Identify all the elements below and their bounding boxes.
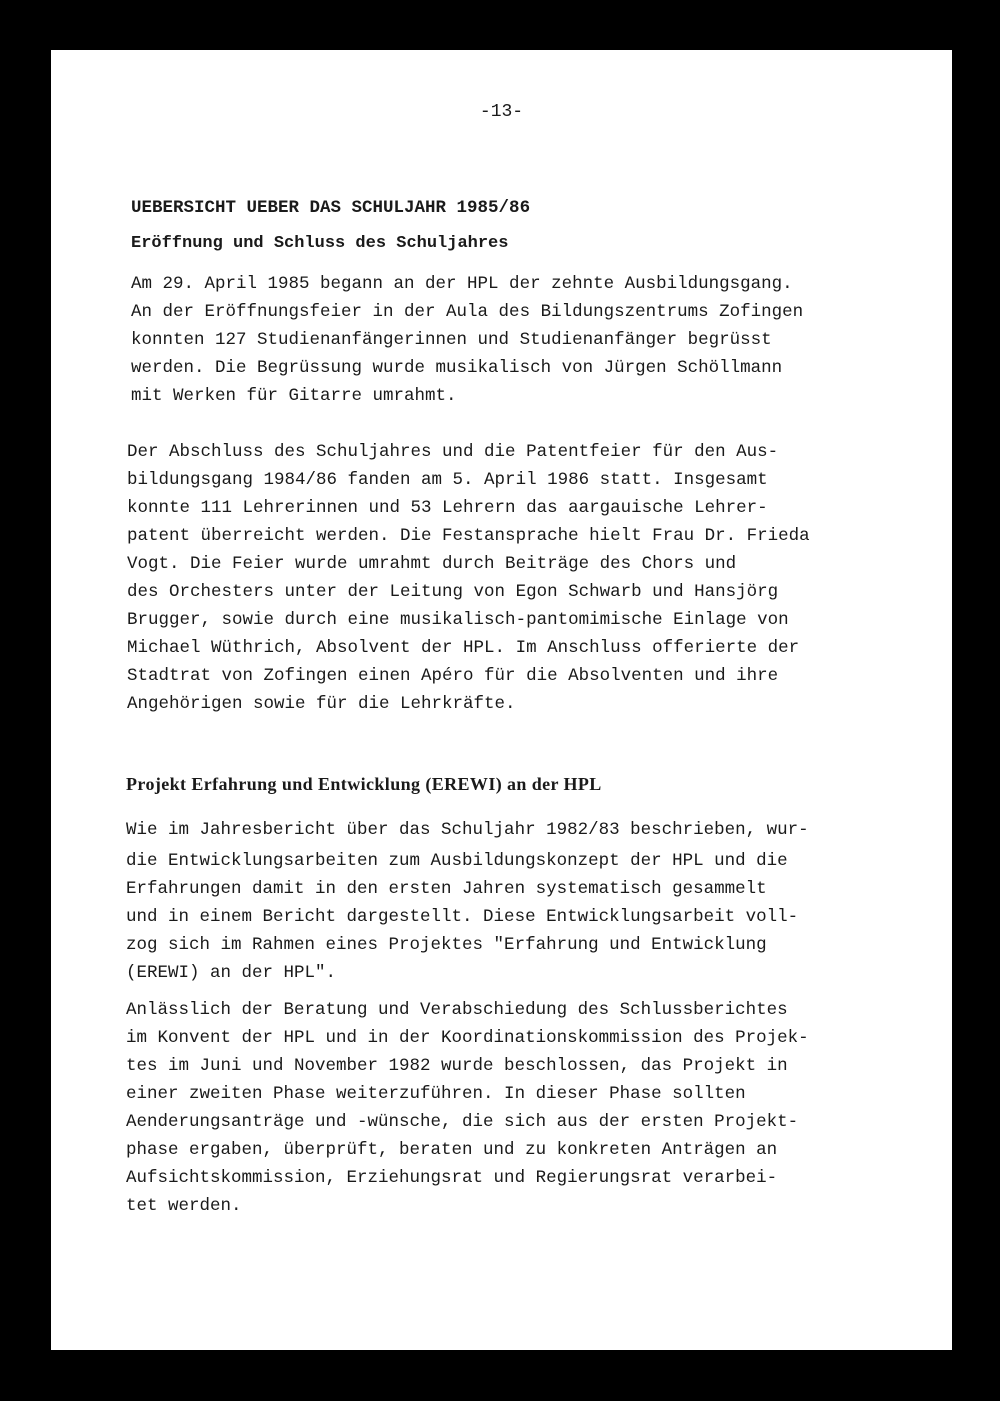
text-line: Michael Wüthrich, Absolvent der HPL. Im Anschluss offerierte der [127, 638, 800, 658]
text-line: Am 29. April 1985 begann an der HPL der zehnte Ausbildungsgang. [131, 274, 793, 294]
section-heading-opening: Eröffnung und Schluss des Schuljahres [131, 234, 509, 253]
text-line: tet werden. [126, 1196, 242, 1216]
text-line: (EREWI) an der HPL". [126, 963, 337, 983]
page-number: -13- [479, 102, 524, 122]
text-line: konnten 127 Studienanfängerinnen und Studienanfänger begrüsst [131, 330, 772, 350]
text-line: Der Abschluss des Schuljahres und die Patentfeier für den Aus- [127, 442, 779, 462]
text-line: einer zweiten Phase weiterzuführen. In dieser Phase sollten [126, 1084, 746, 1104]
document-title: UEBERSICHT UEBER DAS SCHULJAHR 1985/86 [131, 198, 531, 218]
text-line: zog sich im Rahmen eines Projektes "Erfahrung und Entwicklung [126, 935, 767, 955]
document-page [51, 50, 952, 1350]
text-line: Aufsichtskommission, Erziehungsrat und Regierungsrat verarbei- [126, 1168, 778, 1188]
text-line: mit Werken für Gitarre umrahmt. [131, 386, 457, 406]
text-line: Anlässlich der Beratung und Verabschiedung des Schlussberichtes [126, 1000, 788, 1020]
text-line: und in einem Bericht dargestellt. Diese Entwicklungsarbeit voll- [126, 907, 799, 927]
text-line: tes im Juni und November 1982 wurde beschlossen, das Projekt in [126, 1056, 788, 1076]
text-line: Wie im Jahresbericht über das Schuljahr 1982/83 beschrieben, wur- [126, 820, 809, 840]
text-line: Erfahrungen damit in den ersten Jahren systematisch gesammelt [126, 879, 767, 899]
text-line: konnte 111 Lehrerinnen und 53 Lehrern das aargauische Lehrer- [127, 498, 768, 518]
paragraph-opening-ceremony [131, 270, 803, 410]
text-line: Aenderungsanträge und -wünsche, die sich aus der ersten Projekt- [126, 1112, 799, 1132]
text-line: Vogt. Die Feier wurde umrahmt durch Beiträge des Chors und [127, 554, 737, 574]
paragraph-closing-ceremony [127, 438, 810, 718]
text-line: Stadtrat von Zofingen einen Apéro für die Absolventen und ihre [127, 666, 779, 686]
paragraph-erewi-second-phase [126, 996, 809, 1220]
text-line: die Entwicklungsarbeiten zum Ausbildungskonzept der HPL und die [126, 851, 788, 871]
text-line: des Orchesters unter der Leitung von Egon Schwarb und Hansjörg [127, 582, 779, 602]
text-line: phase ergaben, überprüft, beraten und zu konkreten Anträgen an [126, 1140, 778, 1160]
text-line: patent überreicht werden. Die Festansprache hielt Frau Dr. Frieda [127, 526, 810, 546]
paragraph-erewi-intro [126, 816, 809, 987]
text-line: Brugger, sowie durch eine musikalisch-pantomimische Einlage von [127, 610, 789, 630]
text-line: werden. Die Begrüssung wurde musikalisch von Jürgen Schöllmann [131, 358, 783, 378]
text-line: Angehörigen sowie für die Lehrkräfte. [127, 694, 516, 714]
text-line: im Konvent der HPL und in der Koordinationskommission des Projek- [126, 1028, 809, 1048]
text-line: bildungsgang 1984/86 fanden am 5. April 1986 statt. Insgesamt [127, 470, 768, 490]
text-line: An der Eröffnungsfeier in der Aula des Bildungszentrums Zofingen [131, 302, 804, 322]
section-heading-erewi: Projekt Erfahrung und Entwicklung (EREWI) an der HPL [126, 774, 602, 794]
